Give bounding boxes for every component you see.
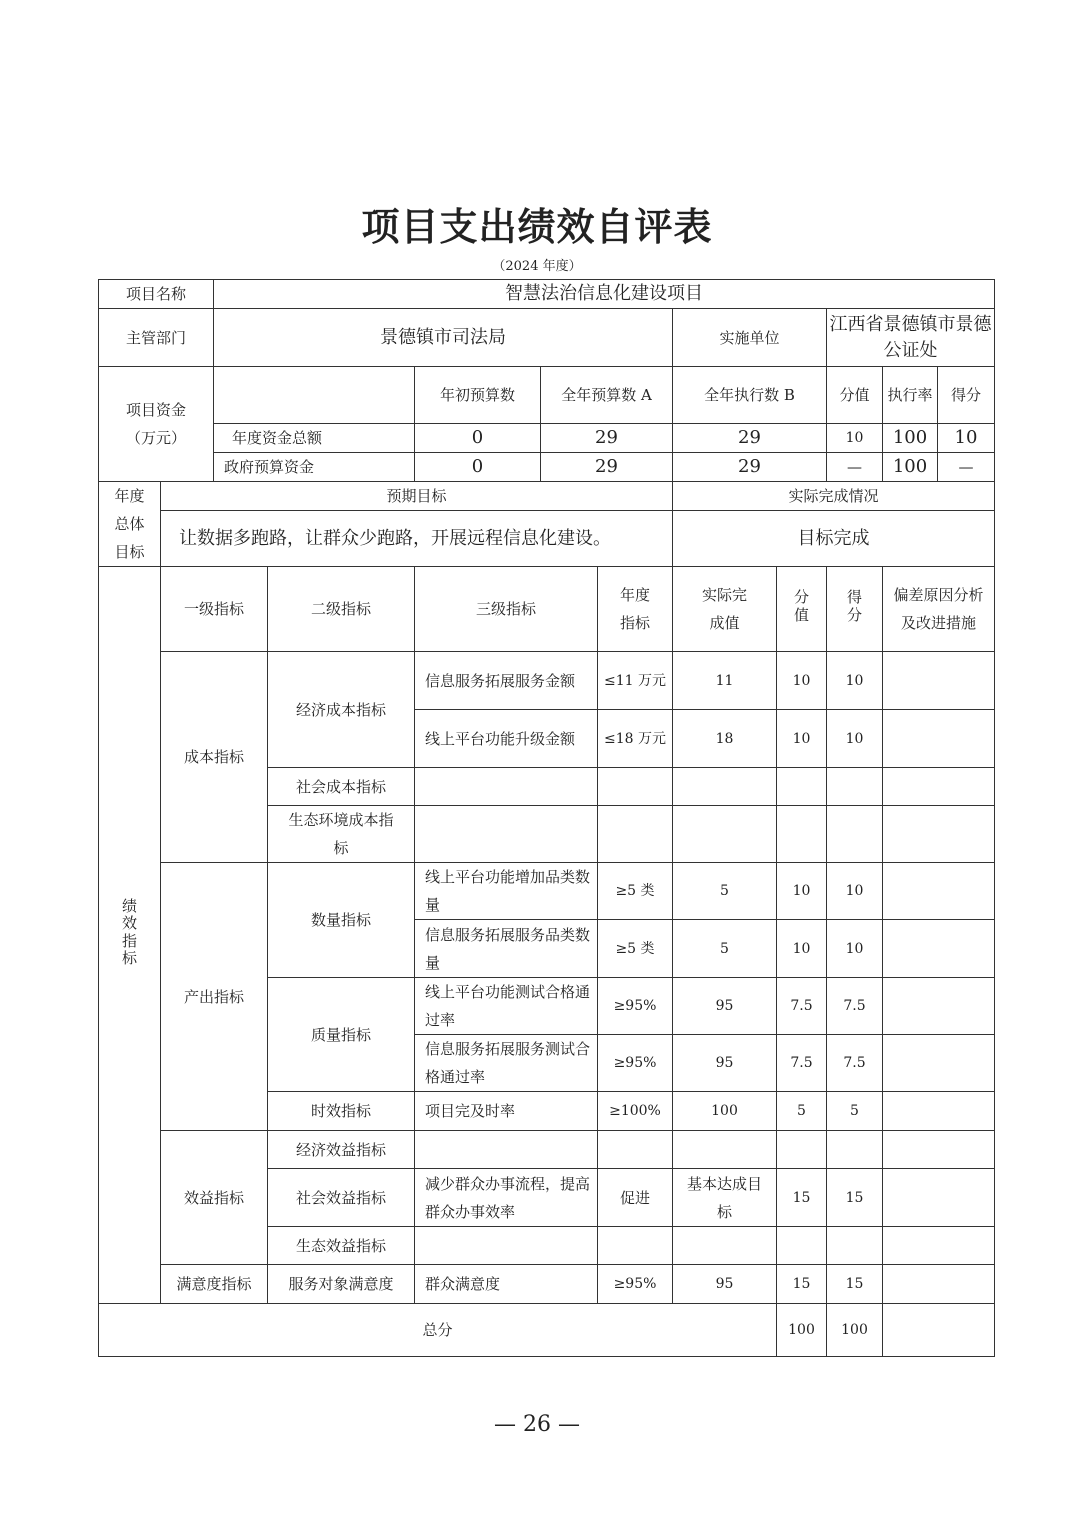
actual-cell: 18 [673,710,777,768]
got-cell: 10 [827,920,883,978]
funds-value: 0 [415,424,541,453]
score-cell: 10 [777,863,827,920]
blank-cell [827,1227,883,1265]
score-cell: 7.5 [777,978,827,1035]
funds-value: 100 [883,453,938,482]
remark-cell [883,1304,995,1357]
perf-label-text: 绩效指标 [122,897,138,967]
blank-cell [598,768,673,806]
l2-cell: 服务对象满意度 [268,1265,415,1304]
blank-cell [777,1227,827,1265]
got-cell: 15 [827,1265,883,1304]
l3-cell: 项目完及时率 [415,1092,598,1131]
score-cell: 15 [777,1265,827,1304]
remark-cell [883,1035,995,1092]
funds-row-name: 年度资金总额 [214,424,415,453]
perf-header: 偏差原因分析及改进措施 [883,567,995,652]
blank-cell [415,1131,598,1169]
got-cell: 7.5 [827,1035,883,1092]
remark-cell [883,1092,995,1131]
expected-label: 预期目标 [161,482,673,511]
remark-cell [883,710,995,768]
l2-cell: 时效指标 [268,1092,415,1131]
target-cell: ≤18 万元 [598,710,673,768]
funds-value: 0 [415,453,541,482]
l3-cell: 线上平台功能测试合格通过率 [415,978,598,1035]
total-score: 100 [777,1304,827,1357]
funds-header: 分值 [827,367,883,424]
target-cell: ≥5 类 [598,920,673,978]
target-cell: ≤11 万元 [598,652,673,710]
goal-label-text: 年度总体目标 [114,487,145,561]
funds-value: — [938,453,995,482]
performance-table [98,566,995,1357]
label-impl: 实施单位 [673,309,827,367]
got-cell: 10 [827,652,883,710]
l3-cell: 线上平台功能升级金额 [415,710,598,768]
actual-cell: 11 [673,652,777,710]
remark-cell [883,863,995,920]
actual-label: 实际完成情况 [673,482,995,511]
goal-label [99,482,161,567]
label-project-name: 项目名称 [99,280,214,309]
l2-cell: 生态环境成本指标 [268,806,415,863]
perf-header-text: 分值 [794,588,810,624]
l3-cell: 信息服务拓展服务品类数量 [415,920,598,978]
funds-label-text: 项目资金 [125,401,186,419]
funds-header: 年初预算数 [415,367,541,424]
perf-header: 三级指标 [415,567,598,652]
funds-value: 29 [673,424,827,453]
score-cell: 10 [777,920,827,978]
perf-header: 二级指标 [268,567,415,652]
l1-cell: 效益指标 [161,1131,268,1265]
funds-header: 全年执行数 B [673,367,827,424]
target-cell: ≥100% [598,1092,673,1131]
funds-value: 10 [827,424,883,453]
perf-header: 实际完成值 [673,567,777,652]
l2-cell: 质量指标 [268,978,415,1092]
score-cell: 15 [777,1169,827,1227]
year-subtitle: （2024 年度） [492,259,582,274]
actual-cell: 95 [673,1265,777,1304]
got-cell: 5 [827,1092,883,1131]
funds-label [99,367,214,482]
perf-header [827,567,883,652]
actual-cell: 5 [673,920,777,978]
actual-cell: 基本达成目标 [673,1169,777,1227]
target-cell: ≥95% [598,978,673,1035]
blank-cell [777,1131,827,1169]
perf-header-text: 得分 [847,588,863,624]
perf-header: 一级指标 [161,567,268,652]
blank-cell [415,768,598,806]
blank-cell [598,1131,673,1169]
funds-header: 执行率 [883,367,938,424]
blank-cell [883,768,995,806]
got-cell: 10 [827,863,883,920]
funds-value: 100 [883,424,938,453]
blank-cell [777,768,827,806]
l2-cell: 数量指标 [268,863,415,978]
remark-cell [883,1169,995,1227]
score-cell: 5 [777,1092,827,1131]
actual-cell: 95 [673,1035,777,1092]
blank-cell [214,367,415,424]
funds-value: 10 [938,424,995,453]
label-dept: 主管部门 [99,309,214,367]
l3-cell: 信息服务拓展服务金额 [415,652,598,710]
expected-goal: 让数据多跑路，让群众少跑路，开展远程信息化建设。 [161,511,673,567]
remark-cell [883,978,995,1035]
l3-cell: 减少群众办事流程，提高群众办事效率 [415,1169,598,1227]
l2-cell: 社会成本指标 [268,768,415,806]
l2-cell: 经济成本指标 [268,652,415,768]
perf-header [777,567,827,652]
project-info-table [98,279,995,482]
blank-cell [883,1131,995,1169]
perf-header: 年度指标 [598,567,673,652]
funds-header: 得分 [938,367,995,424]
got-cell: 10 [827,710,883,768]
impl-unit: 江西省景德镇市景德公证处 [827,309,995,367]
blank-cell [415,1227,598,1265]
remark-cell [883,920,995,978]
total-label: 总分 [99,1304,777,1357]
target-cell: ≥95% [598,1035,673,1092]
target-cell: ≥5 类 [598,863,673,920]
remark-cell [883,652,995,710]
funds-value: 29 [541,453,673,482]
actual-cell: 5 [673,863,777,920]
l2-cell: 社会效益指标 [268,1169,415,1227]
l1-cell: 满意度指标 [161,1265,268,1304]
l2-cell: 经济效益指标 [268,1131,415,1169]
blank-cell [598,1227,673,1265]
l1-cell: 成本指标 [161,652,268,863]
blank-cell [827,1131,883,1169]
blank-cell [827,768,883,806]
actual-result: 目标完成 [673,511,995,567]
goal-table [98,481,995,567]
target-cell: ≥95% [598,1265,673,1304]
blank-cell [673,1131,777,1169]
l1-cell: 产出指标 [161,863,268,1131]
blank-cell [673,806,777,863]
page-number: — 26 — [494,1412,580,1437]
blank-cell [883,1227,995,1265]
page-title: 项目支出绩效自评表 [361,205,713,249]
target-cell: 促进 [598,1169,673,1227]
project-name: 智慧法治信息化建设项目 [214,280,995,309]
l2-cell: 生态效益指标 [268,1227,415,1265]
l3-cell: 线上平台功能增加品类数量 [415,863,598,920]
l3-cell: 信息服务拓展服务测试合格通过率 [415,1035,598,1092]
funds-header: 全年预算数 A [541,367,673,424]
funds-value: — [827,453,883,482]
blank-cell [415,806,598,863]
score-cell: 10 [777,710,827,768]
blank-cell [673,768,777,806]
actual-cell: 100 [673,1092,777,1131]
blank-cell [883,806,995,863]
got-cell: 15 [827,1169,883,1227]
actual-cell: 95 [673,978,777,1035]
got-cell: 7.5 [827,978,883,1035]
score-cell: 7.5 [777,1035,827,1092]
blank-cell [827,806,883,863]
funds-unit: （万元） [125,429,186,447]
blank-cell [673,1227,777,1265]
l3-cell: 群众满意度 [415,1265,598,1304]
funds-value: 29 [541,424,673,453]
remark-cell [883,1265,995,1304]
total-got: 100 [827,1304,883,1357]
blank-cell [777,806,827,863]
funds-row-name: 政府预算资金 [214,453,415,482]
dept: 景德镇市司法局 [214,309,673,367]
perf-label [99,567,161,1304]
score-cell: 10 [777,652,827,710]
blank-cell [598,806,673,863]
funds-value: 29 [673,453,827,482]
